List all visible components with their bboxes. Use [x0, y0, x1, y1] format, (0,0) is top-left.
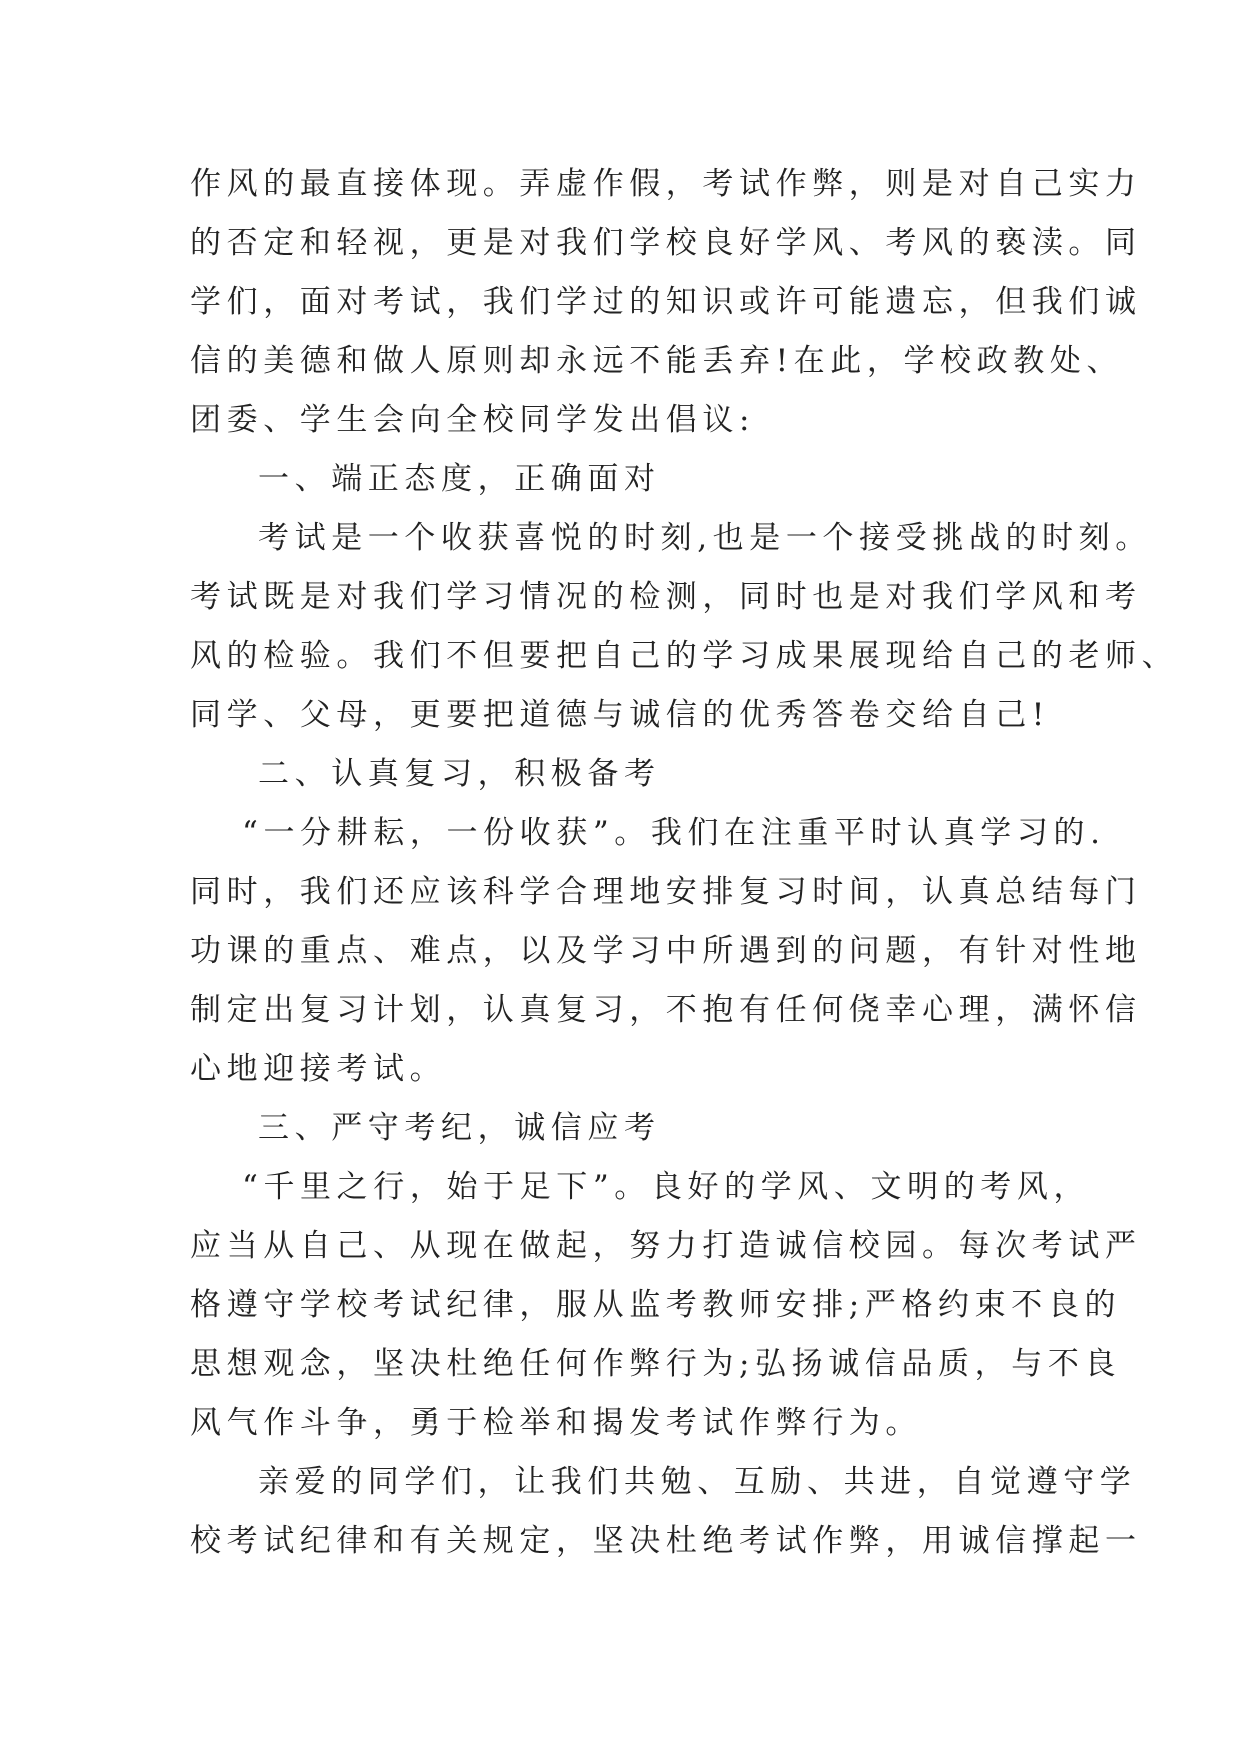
- text-line: 功课的重点、难点，以及学习中所遇到的问题，有针对性地: [190, 933, 1142, 969]
- text-line: 考试既是对我们学习情况的检测，同时也是对我们学风和考: [190, 579, 1142, 615]
- text-line: 同时，我们还应该科学合理地安排复习时间，认真总结每门: [190, 874, 1142, 910]
- text-line: 学们，面对考试，我们学过的知识或许可能遗忘，但我们诚: [190, 284, 1142, 320]
- text-line: 团委、学生会向全校同学发出倡议:: [190, 402, 756, 438]
- paragraph-start: 考试是一个收获喜悦的时刻,也是一个接受挑战的时刻。: [258, 520, 1152, 556]
- text-line: 信的美德和做人原则却永远不能丢弃!在此，学校政教处、: [190, 343, 1124, 379]
- section-heading-2: 二、认真复习，积极备考: [258, 756, 661, 792]
- text-line: 风气作斗争，勇于检举和揭发考试作弊行为。: [190, 1405, 922, 1441]
- paragraph-start: 亲爱的同学们，让我们共勉、互励、共进，自觉遵守学: [258, 1464, 1137, 1500]
- section-heading-3: 三、严守考纪，诚信应考: [258, 1110, 661, 1146]
- paragraph-start: “千里之行，始于足下”。良好的学风、文明的考风，: [242, 1169, 1091, 1205]
- text-line: 的否定和轻视，更是对我们学校良好学风、考风的亵渎。同: [190, 225, 1142, 261]
- text-line: 风的检验。我们不但要把自己的学习成果展现给自己的老师、: [190, 638, 1179, 674]
- text-line: 作风的最直接体现。弄虚作假，考试作弊，则是对自己实力: [190, 166, 1142, 202]
- text-line: 校考试纪律和有关规定，坚决杜绝考试作弊，用诚信撑起一: [190, 1523, 1142, 1559]
- paragraph-start: “一分耕耘，一份收获”。我们在注重平时认真学习的.: [242, 815, 1106, 851]
- text-line: 制定出复习计划，认真复习，不抱有任何侥幸心理，满怀信: [190, 992, 1142, 1028]
- text-line: 同学、父母，更要把道德与诚信的优秀答卷交给自己!: [190, 697, 1050, 733]
- text-line: 应当从自己、从现在做起，努力打造诚信校园。每次考试严: [190, 1228, 1142, 1264]
- document-body: [190, 155, 1179, 1571]
- text-line: 格遵守学校考试纪律，服从监考教师安排;严格约束不良的: [190, 1287, 1122, 1323]
- text-line: 思想观念，坚决杜绝任何作弊行为;弘扬诚信品质，与不良: [190, 1346, 1122, 1382]
- section-heading-1: 一、端正态度，正确面对: [258, 461, 661, 497]
- text-line: 心地迎接考试。: [190, 1051, 447, 1087]
